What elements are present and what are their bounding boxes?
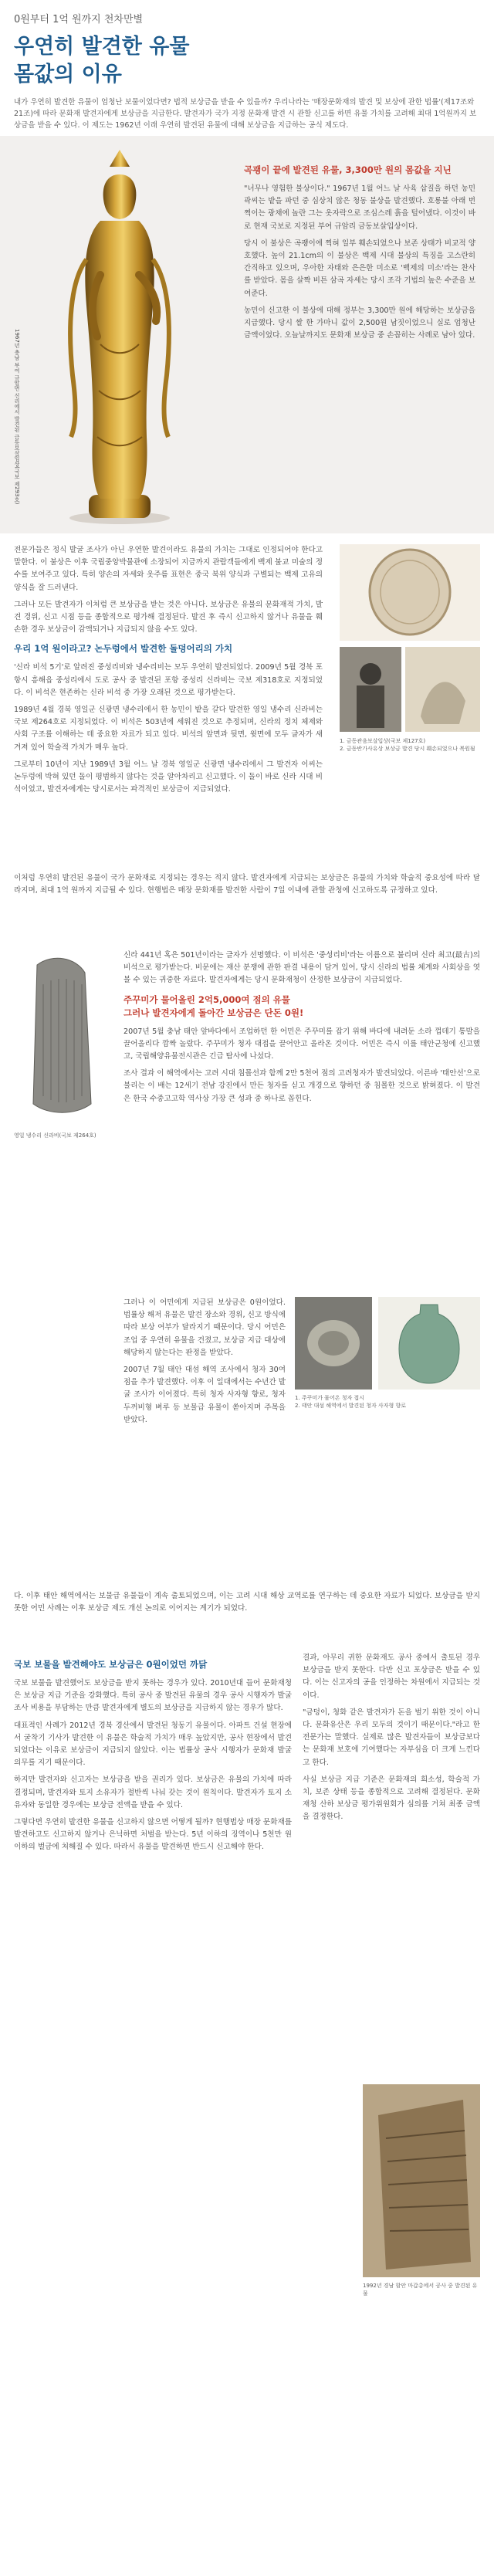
s4-caption-right: 1992년 경남 함안 마갑총에서 공사 중 발견된 유물	[363, 2283, 478, 2297]
s2-paragraph-3: '신라 비석 5기'로 알려진 중성리비와 냉수리비는 모두 우연히 발견되었다. 2009년 5월 경북 포항시 흥해읍 중성리에서 도로 공사 중 발견된 포항 중성리 신라비는 국보 제318호로 지정되었다. 이 비석은 현존하는 신라 비석 중 가장 오래된 것으로 평가받는다.	[14, 663, 323, 697]
s3-paragraph-top: 신라 441년 혹은 501년이라는 글자가 선명했다. 이 비석은 '중성리비'라는 이름으로 불리며 신라 최고(最古)의 비석으로 평가받는다. 비문에는 재산 분쟁에 관한 판결 내용이 담겨 있어, 당시 신라의 법률 체계와 사회상을 엿볼 수 있는 귀중한 자료다. 발견자에게는 당시 문화재청이 산정한 보상금이 지급되었다.	[124, 951, 480, 985]
s3-paragraph-3: 그러나 이 어민에게 지급된 보상금은 0원이었다. 법률상 해저 유물은 발견 장소와 경위, 신고 방식에 따라 보상 여부가 달라지기 때문이다. 당시 어민은 조업 중 우연히 유물을 건졌고, 보상금 지급 대상에 해당하지 않는다는 판정을 받았다.	[124, 1298, 286, 1357]
s3-paragraph-full: 다. 이후 태안 해역에서는 보물급 유물들이 계속 출토되었으며, 이는 고려 시대 해상 교역로를 연구하는 데 중요한 자료가 되었다. 보상금을 받지 못한 어민 사례는 이후 보상금 제도 개선 논의로 이어지는 계기가 되었다.	[14, 1592, 480, 1613]
silver-disc-image	[340, 544, 480, 641]
s4-paragraph-1: 국보 보물을 발견했어도 보상금을 받지 못하는 경우가 있다. 2010년대 들어 문화재청은 보상금 지급 기준을 강화했다. 특히 공사 중 발견된 유물의 경우 공사 시행자가 발굴 조사 비용을 부담하는 만큼 발견자에게 별도의 보상금을 지급하지 않는 경우가 많다.	[14, 1679, 292, 1713]
section2-left	[14, 544, 323, 801]
s4-heading: 국보 보물을 발견해야도 보상금은 0원이었던 까닭	[14, 1659, 208, 1670]
s4-right-paragraph-3: 사실 보상금 지급 기준은 문화재의 희소성, 학술적 가치, 보존 상태 등을 종합적으로 고려해 결정된다. 문화재청 산하 보상금 평가위원회가 심의를 거쳐 최종 금액을 결정한다.	[303, 1775, 480, 1822]
s2-paragraph-2: 그러나 모든 발견자가 이처럼 큰 보상금을 받는 것은 아니다. 보상금은 유물의 문화재적 가치, 발견 경위, 신고 시점 등을 종합적으로 평가해 결정된다. 발견 후 즉시 신고하지 않거나 유물을 훼손한 경우 보상금이 감액되거나 지급되지 않을 수도 있다.	[14, 600, 323, 635]
s3-paragraph-4: 2007년 7월 태안 대섬 해역 조사에서 청자 30여 점을 추가 발견했다. 이후 이 일대에서는 수년간 발굴 조사가 이어졌다. 특히 청자 사자형 향로, 청자 두꺼비형 벼루 등 보물급 유물이 쏟아지며 주목을 받았다.	[124, 1366, 286, 1424]
kicker: 0원부터 1억 원까지 천차만별	[14, 14, 144, 25]
s2-paragraph-5: 그로부터 10년이 지난 1989년 3월 어느 날 경북 영일군 신광면 냉수리에서 그 발견자 이씨는 논두렁에 박혀 있던 돌이 평범하지 않다는 것을 알아차리고 신고했다. 이 돌이 바로 신라 시대 비석이었고, 발견자에게는 당시로서는 파격적인 보상금이 지급되었다.	[14, 760, 323, 794]
celadon-vase-image	[378, 1297, 480, 1390]
s3-paragraph-1: 2007년 5월 충남 태안 앞바다에서 조업하던 한 어민은 주꾸미를 잡기 위해 바다에 내려둔 소라 껍데기 통발을 끌어올리다 깜짝 놀랐다. 주꾸미가 청자 대접을 끌어안고 올라온 것이다. 어민은 즉시 이를 태안군청에 신고했고, 국립해양유물전시관은 긴급 탐사에 나섰다.	[124, 1027, 480, 1061]
celadon-dish-photo	[295, 1297, 372, 1390]
hero-text	[244, 164, 475, 347]
s3-paragraph-2: 조사 결과 이 해역에서는 고려 시대 침몰선과 함께 2만 5천여 점의 고려청자가 발견되었다. 이른바 '태안선'으로 불리는 이 배는 12세기 전남 강진에서 만든 청자를 싣고 개경으로 향하던 중 침몰한 것으로 밝혀졌다. 이 발견은 한국 수중고고학 역사상 가장 큰 성과 중 하나로 꼽힌다.	[124, 1069, 480, 1103]
excavation-photo-2	[405, 647, 480, 732]
hero-section	[0, 136, 494, 533]
hero-paragraph-2: 당시 이 불상은 곡괭이에 찍혀 일부 훼손되었으나 보존 상태가 비교적 양호했다. 높이 21.1cm의 이 불상은 백제 시대 불상의 특징을 고스란히 간직하고 있으며, 우아한 자태와 은은한 미소로 '백제의 미소'라는 찬사를 받았다. 몸을 살짝 비튼 삼곡 자세는 당시 조각 기법의 높은 수준을 보여준다.	[244, 239, 475, 298]
s4-right-paragraph-1: 결과, 아무리 귀한 문화재도 공사 중에서 출토된 경우 보상금을 받지 못한다. 다만 신고 포상금은 받을 수 있다. 이는 신고자의 공을 인정하는 차원에서 지급되는 것이다.	[303, 1654, 480, 1700]
hero-caption: 1967년 충남 부여 규암면 신리에서 발견된 금동보살입상(국보 제293호)	[14, 329, 20, 505]
s4-paragraph-4: 그렇다면 우연히 발견한 유물을 신고하지 않으면 어떻게 될까? 현행법상 매장 문화재를 발견하고도 신고하지 않거나 은닉하면 처벌을 받는다. 5년 이하의 징역이나 5천만 원 이하의 벌금에 처해질 수 있다. 따라서 유물을 발견하면 반드시 신고해야 한다.	[14, 1818, 292, 1852]
s3-heading	[124, 994, 480, 1020]
section3-right	[124, 949, 480, 1110]
title-line-1: 우연히 발견한 유물	[14, 35, 190, 59]
s3-caption-left: 영일 냉수리 신라비(국보 제264호)	[14, 1132, 96, 1139]
section4-right	[303, 1652, 480, 1829]
excavation-photo-1	[340, 647, 401, 732]
s2-heading: 우리 1억 원이라고? 논두렁에서 발견한 돌덩어리의 가치	[14, 643, 233, 655]
s4-paragraph-3: 하지만 발견자와 신고자는 보상금을 받을 권리가 있다. 보상금은 유물의 가치에 따라 결정되며, 발견자와 토지 소유자가 절반씩 나눠 갖는 것이 원칙이다. 발견자가 토지 소유자와 동일한 경우에는 보상금 전액을 받을 수 있다.	[14, 1775, 292, 1809]
article-header	[14, 11, 480, 146]
s2-paragraph-1: 전문가들은 정식 발굴 조사가 아닌 우연한 발견이라도 유물의 가치는 그대로 인정되어야 한다고 말한다. 이 불상은 이후 국립중앙박물관에 소장되어 지금까지 관람객들에게 백제 불교 미술의 정수를 보여주고 있다. 특히 양손의 자세와 옷주름 표현은 중국 북위 양식과 구별되는 백제 고유의 양식을 잘 드러낸다.	[14, 546, 323, 592]
section2-full	[14, 872, 480, 902]
horse-armor-excavation-photo	[363, 2084, 480, 2277]
section3-left-col	[124, 1297, 286, 1431]
lead-paragraph: 내가 우연히 발견한 유물이 엄청난 보물이었다면? 법적 보상금을 받을 수 있을까? 우리나라는 '매장문화재의 발견 및 보상에 관한 법률'(제17조와 21조)에 따라 문화재 발견자에게 보상금을 지급한다. 발견자가 국가 지정 문화재 발견 시 관할 신고를 하면 유물 가치를 고려해 최대 1억원까지 보상금을 받을 수 있다. 이 제도는 1962년 이래 우연히 발견된 유물에 대해 보상금을 지급하는 공식 제도다.	[14, 98, 477, 130]
s2-paragraph-full: 이처럼 우연히 발견된 유물이 국가 문화재로 지정되는 경우는 적지 않다. 발견자에게 지급되는 보상금은 유물의 가치와 학술적 중요성에 따라 달라지며, 최대 1억 원까지 지급될 수 있다. 현행법은 매장 문화재를 발견한 사람이 7일 이내에 관할 관청에 신고하도록 규정하고 있다.	[14, 874, 480, 895]
stele-image	[14, 949, 107, 1127]
s4-paragraph-2: 대표적인 사례가 2012년 경북 경산에서 발견된 청동기 유물이다. 아파트 건설 현장에서 굴착기 기사가 발견한 이 유물은 학술적 가치가 매우 높았지만, 공사 현장에서 발견되었다는 이유로 보상금이 지급되지 않았다. 이는 법률상 공사 시행자가 문화재 발굴 의무를 지기 때문이다.	[14, 1721, 292, 1768]
s2-caption-right-1: 1. 금동관음보살입상(국보 제127호) 2. 금동반가사유상 보상금 발견 당시 훼손되었으나 복원됨	[340, 738, 475, 752]
s3-caption-mid: 1. 주꾸미가 물어온 청자 접시 2. 태안 대섬 해역에서 발견된 청자 사자형 향로	[295, 1395, 406, 1409]
section4-left	[14, 1652, 292, 1859]
bodhisattva-statue-image	[23, 144, 216, 526]
hero-paragraph-1: "너무나 영험한 불상이다." 1967년 1월 어느 날 사육 삽질을 하던 농민 곽씨는 밭을 파던 중 심상치 않은 청동 불상을 발견했다. 호롱불 아래 번쩍이는 광채에 놀란 그는 옷자락으로 조심스레 흙을 털어냈다. 이것이 바로 현재 국보로 지정된 부여 규암리 금동보살입상이다.	[244, 184, 475, 231]
s4-right-paragraph-2: "금덩이, 청화 같은 발견자가 돈을 벌기 위한 것이 아니다. 문화유산은 우리 모두의 것이기 때문이다."라고 한 전문가는 말했다. 실제로 많은 발견자들이 보상금보다는 문화재 보호에 기여했다는 자부심을 더 크게 느낀다고 한다.	[303, 1708, 480, 1767]
page-title	[14, 33, 480, 89]
hero-paragraph-3: 농민이 신고한 이 불상에 대해 정부는 3,300만 원에 해당하는 보상금을 지급했다. 당시 쌀 한 가마니 값이 2,500원 남짓이었으니 실로 엄청난 금액이었다. 오늘날까지도 문화재 보상금 중 손꼽히는 사례로 남아 있다.	[244, 306, 475, 340]
title-line-2: 몸값의 이유	[14, 63, 122, 86]
s3-heading-line-2: 그러나 발견자에게 돌아간 보상금은 단돈 0원!	[124, 1007, 304, 1018]
s2-paragraph-4: 1989년 4월 경북 영일군 신광면 냉수리에서 한 농민이 밭을 갈다 발견한 영일 냉수리 신라비는 국보 제264호로 지정되었다. 이 비석은 503년에 세워진 것으로 추정되며, 신라의 정치 체제와 사회 구조를 이해하는 데 중요한 자료가 되고 있다. 비석의 앞면과 뒷면, 윗면에 모두 글자가 새겨져 있어 학술적 가치가 매우 높다.	[14, 706, 323, 752]
section3-full	[14, 1590, 480, 1620]
hero-heading: 곡괭이 끝에 발견된 유물, 3,300만 원의 몸값을 지닌	[244, 164, 452, 175]
s3-heading-line-1: 주꾸미가 물어올린 2억5,000여 점의 유물	[124, 994, 290, 1005]
